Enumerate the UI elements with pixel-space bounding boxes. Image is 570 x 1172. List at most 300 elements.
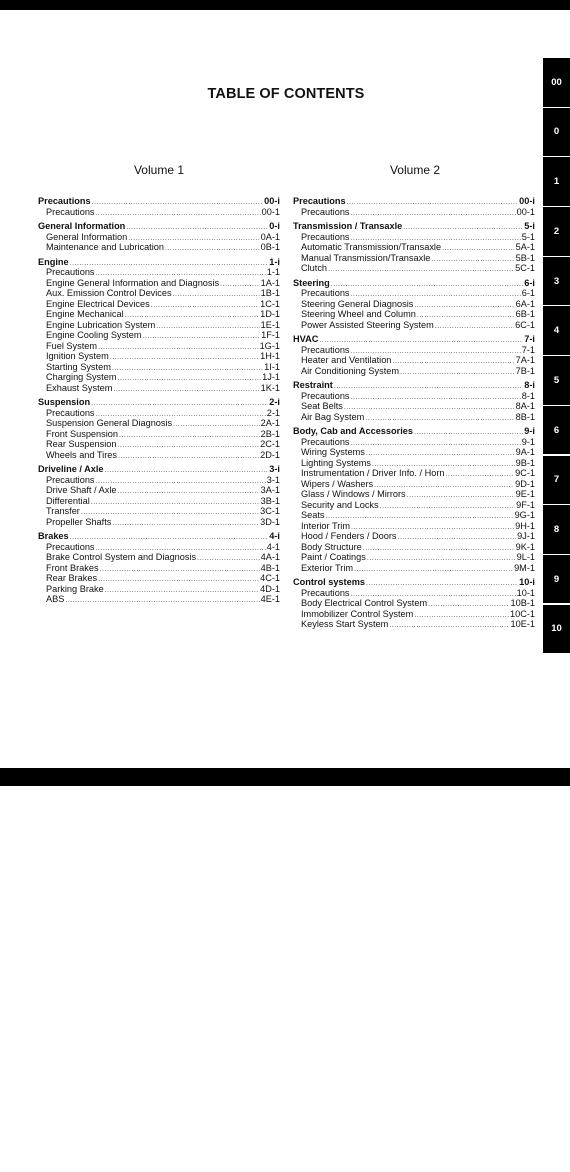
toc-entry-label: Paint / Coatings	[301, 552, 366, 562]
toc-section-heading-page-number: 1-i	[269, 256, 280, 267]
dot-leader	[91, 399, 268, 410]
toc-entry-label: Manual Transmission/Transaxle	[301, 252, 431, 263]
dot-leader	[197, 554, 259, 565]
toc-entry-label: Wiring Systems	[301, 447, 365, 457]
toc-entry[interactable]	[293, 479, 535, 490]
toc-section-heading[interactable]	[38, 397, 280, 408]
dot-leader	[365, 414, 514, 425]
toc-entry-page-number: 1F-1	[261, 330, 280, 340]
dot-leader	[117, 441, 259, 452]
toc-entry-label: Precautions	[301, 436, 350, 447]
toc-section-heading[interactable]	[293, 426, 535, 437]
section-tab-1[interactable]: 1	[543, 157, 570, 206]
toc-section	[293, 196, 535, 217]
toc-entry-page-number: 9H-1	[515, 520, 535, 531]
toc-entry-label: General Information	[46, 231, 128, 242]
toc-entry-page-number: 5A-1	[515, 242, 535, 252]
volume-1-heading: Volume 1	[133, 163, 185, 177]
toc-entry[interactable]	[293, 412, 535, 423]
toc-entry[interactable]	[293, 588, 535, 599]
toc-entry-label: Air Conditioning System	[301, 365, 400, 376]
section-tabs	[543, 58, 570, 654]
section-tab-3[interactable]: 3	[543, 257, 570, 306]
toc-entry-page-number: 00-1	[261, 206, 280, 217]
toc-entry-page-number: 1C-1	[260, 298, 280, 309]
dot-leader	[91, 498, 260, 509]
toc-entry[interactable]	[38, 232, 280, 243]
section-tab-9[interactable]: 9	[543, 555, 570, 604]
dot-leader	[328, 265, 514, 276]
dot-leader	[105, 466, 269, 477]
toc-entry-page-number: 8A-1	[515, 401, 535, 411]
toc-entry[interactable]	[293, 542, 535, 553]
toc-section-heading-page-number: 10-i	[519, 577, 535, 587]
toc-entry-label: Heater and Ventilation	[301, 355, 392, 365]
toc-entry-label: Precautions	[301, 288, 350, 298]
toc-entry-label: Engine Mechanical	[46, 309, 124, 319]
toc-entry[interactable]	[293, 510, 535, 521]
toc-section-heading-label: Suspension	[38, 397, 91, 407]
toc-section-heading[interactable]	[38, 257, 280, 268]
toc-section	[38, 531, 280, 605]
toc-entry[interactable]	[293, 207, 535, 218]
toc-entry-page-number: 9A-1	[515, 447, 535, 457]
toc-entry[interactable]	[38, 267, 280, 278]
dot-leader	[173, 290, 260, 301]
toc-entry-page-number: 1B-1	[260, 288, 280, 298]
toc-entry[interactable]	[293, 552, 535, 563]
toc-entry-label: Automatic Transmission/Transaxle	[301, 242, 442, 252]
toc-section-heading[interactable]	[293, 196, 535, 207]
toc-entry-label: Seat Belts	[301, 401, 343, 411]
toc-entry[interactable]	[38, 485, 280, 496]
toc-entry[interactable]	[38, 408, 280, 419]
toc-entry[interactable]	[293, 521, 535, 532]
toc-entry[interactable]	[38, 573, 280, 584]
dot-leader	[331, 280, 524, 291]
dot-leader	[380, 502, 515, 513]
toc-section	[293, 426, 535, 573]
toc-entry[interactable]	[38, 542, 280, 553]
toc-section-heading[interactable]	[38, 531, 280, 542]
dot-leader	[126, 223, 268, 234]
toc-entry-label: Suspension General Diagnosis	[46, 418, 173, 428]
toc-entry[interactable]	[293, 489, 535, 500]
toc-entry-page-number: 9D-1	[515, 478, 535, 489]
toc-entry[interactable]	[293, 232, 535, 243]
toc-section-heading-label: General Information	[38, 221, 126, 231]
toc-entry[interactable]	[38, 372, 280, 383]
section-tab-5[interactable]: 5	[543, 356, 570, 405]
toc-section-heading[interactable]	[293, 380, 535, 391]
toc-section	[38, 464, 280, 527]
dot-leader	[117, 487, 259, 498]
toc-entry[interactable]	[38, 207, 280, 218]
dot-leader	[414, 301, 514, 312]
toc-section-heading-label: Precautions	[38, 196, 91, 206]
toc-entry-page-number: 10C-1	[509, 608, 535, 619]
toc-section	[293, 278, 535, 331]
toc-entry[interactable]	[38, 288, 280, 299]
toc-entry-page-number: 7A-1	[515, 355, 535, 365]
dot-leader	[435, 322, 514, 333]
toc-entry-label: Interior Trim	[301, 520, 351, 531]
toc-section-heading[interactable]	[293, 221, 535, 232]
toc-entry[interactable]	[38, 563, 280, 574]
toc-entry-label: Differential	[46, 495, 90, 506]
toc-entry-page-number: 2A-1	[260, 418, 280, 428]
toc-entry-page-number: 1J-1	[262, 372, 280, 382]
toc-entry-page-number: 8B-1	[515, 411, 535, 422]
toc-entry[interactable]	[38, 330, 280, 341]
dot-leader	[105, 586, 259, 597]
toc-entry[interactable]	[293, 288, 535, 299]
toc-entry-label: Glass / Windows / Mirrors	[301, 489, 406, 499]
dot-leader	[414, 611, 509, 622]
toc-section	[38, 221, 280, 253]
dot-leader	[398, 533, 517, 544]
toc-entry[interactable]	[38, 429, 280, 440]
toc-section-heading-page-number: 6-i	[524, 277, 535, 288]
dot-leader	[363, 544, 515, 555]
toc-entry-page-number: 9F-1	[516, 499, 535, 510]
toc-entry[interactable]	[293, 437, 535, 448]
dot-leader	[351, 393, 521, 404]
section-tab-2[interactable]: 2	[543, 207, 570, 256]
toc-section-heading-page-number: 9-i	[524, 426, 535, 436]
bottom-bar	[0, 768, 570, 786]
dot-leader	[92, 198, 264, 209]
toc-entry-label: Front Brakes	[46, 562, 99, 573]
toc-entry[interactable]	[293, 500, 535, 511]
dot-leader	[113, 385, 259, 396]
toc-entry-page-number: 1H-1	[260, 351, 280, 361]
toc-entry[interactable]	[293, 309, 535, 320]
toc-entry[interactable]	[293, 299, 535, 310]
section-tab-4[interactable]: 4	[543, 306, 570, 355]
toc-entry-page-number: 6C-1	[515, 319, 535, 330]
toc-entry-page-number: 4A-1	[260, 552, 280, 562]
toc-entry[interactable]	[38, 496, 280, 507]
toc-section-heading-label: Control systems	[293, 577, 365, 587]
toc-section	[293, 577, 535, 630]
toc-entry[interactable]	[38, 299, 280, 310]
dot-leader	[65, 596, 259, 607]
top-bar	[0, 0, 570, 10]
toc-entry[interactable]	[38, 552, 280, 563]
toc-entry[interactable]	[38, 475, 280, 486]
toc-entry-page-number: 9C-1	[515, 468, 535, 478]
toc-entry-label: Body Structure	[301, 541, 362, 552]
toc-entry[interactable]	[293, 531, 535, 542]
toc-section-heading-label: Brakes	[38, 531, 69, 541]
toc-entry[interactable]	[38, 242, 280, 253]
toc-entry[interactable]	[38, 506, 280, 517]
toc-section-heading[interactable]	[293, 278, 535, 289]
toc-entry[interactable]	[293, 345, 535, 356]
dot-leader	[351, 439, 521, 450]
dot-leader	[347, 198, 519, 209]
toc-entry[interactable]	[293, 242, 535, 253]
dot-leader	[367, 554, 516, 565]
dot-leader	[431, 255, 514, 266]
toc-entry-label: Security and Locks	[301, 499, 379, 510]
toc-entry[interactable]	[293, 366, 535, 377]
toc-entry-page-number: 9E-1	[515, 489, 535, 499]
toc-entry[interactable]	[38, 341, 280, 352]
toc-entry-label: Clutch	[301, 263, 328, 273]
dot-leader	[351, 209, 516, 220]
toc-entry-page-number: 9G-1	[514, 510, 535, 520]
toc-entry-page-number: 00-1	[516, 206, 535, 217]
toc-section-heading-label: Engine	[38, 256, 69, 267]
toc-entry-label: Seats	[301, 510, 325, 520]
toc-section-heading-page-number: 7-i	[524, 334, 535, 344]
toc-section-heading-page-number: 0-i	[269, 221, 280, 231]
toc-entry-page-number: 10E-1	[510, 619, 535, 629]
toc-entry-page-number: 4D-1	[260, 583, 280, 594]
toc-entry[interactable]	[293, 355, 535, 366]
dot-leader	[407, 491, 515, 502]
toc-entry-label: Wipers / Washers	[301, 478, 374, 489]
toc-section-heading[interactable]	[38, 196, 280, 207]
toc-entry-page-number: 9M-1	[514, 562, 535, 573]
toc-entry[interactable]	[38, 584, 280, 595]
dot-leader	[96, 209, 261, 220]
toc-entry-page-number: 0A-1	[260, 231, 280, 242]
toc-entry-page-number: 6B-1	[515, 309, 535, 319]
toc-entry-label: Starting System	[46, 361, 111, 372]
toc-entry-label: Parking Brake	[46, 583, 104, 594]
toc-entry[interactable]	[293, 253, 535, 264]
dot-leader	[110, 353, 259, 364]
toc-entry-page-number: 3A-1	[260, 485, 280, 495]
toc-entry[interactable]	[38, 320, 280, 331]
dot-leader	[70, 259, 269, 270]
toc-entry[interactable]	[293, 401, 535, 412]
toc-section-heading[interactable]	[38, 464, 280, 475]
toc-entry-label: Front Suspension	[46, 428, 119, 439]
toc-entry-page-number: 4-1	[266, 541, 280, 552]
toc-entry-page-number: 10-1	[516, 587, 535, 598]
dot-leader	[119, 431, 260, 442]
toc-column-volume-2	[293, 196, 535, 634]
dot-leader	[70, 533, 269, 544]
dot-leader	[428, 600, 509, 611]
dot-leader	[112, 519, 259, 530]
section-tab-0[interactable]: 0	[543, 108, 570, 157]
section-tab-00[interactable]: 00	[543, 58, 570, 107]
toc-entry[interactable]	[293, 447, 535, 458]
dot-leader	[442, 244, 515, 255]
toc-entry-page-number: 4B-1	[260, 562, 280, 573]
toc-entry[interactable]	[293, 468, 535, 479]
toc-entry-label: Keyless Start System	[301, 619, 389, 629]
toc-entry-page-number: 5-1	[521, 231, 535, 242]
toc-entry-page-number: 1-1	[266, 267, 280, 277]
toc-entry-label: Air Bag System	[301, 411, 365, 422]
dot-leader	[151, 301, 259, 312]
toc-section-heading-page-number: 4-i	[269, 531, 280, 541]
section-tab-7[interactable]: 7	[543, 456, 570, 505]
toc-entry-label: Aux. Emission Control Devices	[46, 288, 172, 298]
toc-section-heading-label: Restraint	[293, 380, 333, 390]
dot-leader	[400, 368, 515, 379]
toc-entry-page-number: 6A-1	[515, 298, 535, 309]
toc-entry-label: Body Electrical Control System	[301, 598, 428, 608]
toc-section	[38, 257, 280, 394]
toc-entry-page-number: 9L-1	[516, 552, 535, 562]
dot-leader	[96, 477, 266, 488]
dot-leader	[392, 357, 514, 368]
section-tab-10[interactable]: 10	[543, 605, 570, 654]
toc-section-heading-page-number: 5-i	[524, 221, 535, 231]
toc-entry-page-number: 2C-1	[260, 439, 280, 449]
dot-leader	[100, 565, 260, 576]
dot-leader	[344, 403, 515, 414]
toc-section-heading[interactable]	[293, 577, 535, 588]
toc-entry-label: Transfer	[46, 506, 80, 516]
toc-entry-page-number: 9B-1	[515, 457, 535, 468]
toc-section-heading-page-number: 2-i	[269, 397, 280, 407]
dot-leader	[389, 621, 509, 632]
toc-entry-label: Fuel System	[46, 340, 98, 351]
toc-entry-page-number: 1K-1	[260, 382, 280, 393]
dot-leader	[366, 579, 518, 590]
toc-entry-label: Immobilizer Control System	[301, 608, 414, 619]
toc-entry-page-number: 10B-1	[510, 598, 535, 608]
toc-section-heading-label: Transmission / Transaxle	[293, 221, 403, 231]
toc-section-heading[interactable]	[293, 334, 535, 345]
toc-entry[interactable]	[38, 517, 280, 528]
section-tab-8[interactable]: 8	[543, 505, 570, 554]
toc-section-heading-label: Steering	[293, 277, 330, 288]
toc-entry-page-number: 9J-1	[517, 531, 535, 541]
dot-leader	[366, 449, 515, 460]
toc-entry[interactable]	[38, 383, 280, 394]
toc-entry-page-number: 0B-1	[260, 242, 280, 252]
toc-section	[293, 221, 535, 274]
dot-leader	[354, 565, 513, 576]
toc-entry-page-number: 9-1	[521, 436, 535, 447]
toc-entry-label: Steering General Diagnosis	[301, 298, 414, 309]
toc-entry-page-number: 1I-1	[264, 361, 280, 372]
toc-entry-label: Ignition System	[46, 351, 109, 361]
toc-entry-page-number: 4C-1	[260, 573, 280, 583]
toc-column-volume-1	[38, 196, 280, 609]
toc-entry[interactable]	[38, 309, 280, 320]
toc-entry-page-number: 5C-1	[515, 263, 535, 273]
toc-entry-label: Precautions	[301, 231, 350, 242]
page-title: TABLE OF CONTENTS	[207, 86, 365, 102]
toc-entry[interactable]	[293, 391, 535, 402]
toc-entry-label: Precautions	[301, 344, 350, 355]
toc-entry[interactable]	[293, 598, 535, 609]
toc-entry-label: Precautions	[46, 541, 95, 552]
toc-entry[interactable]	[38, 351, 280, 362]
toc-entry-label: Instrumentation / Driver Info. / Horn	[301, 468, 445, 478]
toc-entry-label: Precautions	[301, 587, 350, 598]
toc-entry[interactable]	[293, 619, 535, 630]
toc-entry-label: Precautions	[301, 390, 350, 401]
toc-entry[interactable]	[38, 439, 280, 450]
toc-section-heading-label: Driveline / Axle	[38, 464, 104, 474]
toc-section	[293, 380, 535, 422]
toc-entry-label: Precautions	[301, 206, 350, 217]
toc-section-heading-page-number: 00-i	[264, 196, 280, 206]
toc-entry-page-number: 7-1	[521, 344, 535, 355]
toc-entry-label: Exhaust System	[46, 382, 113, 393]
toc-entry[interactable]	[38, 418, 280, 429]
dot-leader	[98, 575, 259, 586]
toc-entry-label: Exterior Trim	[301, 562, 354, 573]
dot-leader	[165, 244, 260, 255]
toc-entry-label: Rear Brakes	[46, 573, 98, 583]
toc-entry[interactable]	[293, 563, 535, 574]
toc-entry[interactable]	[293, 458, 535, 469]
dot-leader	[414, 428, 523, 439]
toc-entry-label: Precautions	[46, 267, 95, 277]
toc-entry-page-number: 3-1	[266, 474, 280, 485]
toc-section-heading[interactable]	[38, 221, 280, 232]
toc-entry-label: Engine Electrical Devices	[46, 298, 150, 309]
toc-entry-label: Engine Lubrication System	[46, 319, 156, 330]
toc-entry[interactable]	[293, 609, 535, 620]
section-tab-6[interactable]: 6	[543, 406, 570, 455]
toc-entry[interactable]	[38, 278, 280, 289]
toc-entry[interactable]	[293, 320, 535, 331]
toc-entry[interactable]	[293, 263, 535, 274]
toc-entry[interactable]	[38, 594, 280, 605]
toc-entry-label: Steering Wheel and Column	[301, 309, 416, 319]
toc-section	[293, 334, 535, 376]
dot-leader	[220, 280, 259, 291]
volume-2-heading: Volume 2	[389, 163, 441, 177]
toc-entry-page-number: 2-1	[266, 407, 280, 418]
toc-entry[interactable]	[38, 450, 280, 461]
toc-section-heading-label: HVAC	[293, 334, 319, 344]
toc-entry-page-number: 1A-1	[260, 277, 280, 288]
toc-section	[38, 196, 280, 217]
toc-entry-page-number: 4E-1	[260, 594, 280, 604]
toc-entry-label: Brake Control System and Diagnosis	[46, 552, 197, 562]
toc-entry-label: Precautions	[46, 407, 95, 418]
toc-entry-label: Power Assisted Steering System	[301, 319, 434, 330]
toc-entry-label: Engine General Information and Diagnosis	[46, 277, 220, 288]
toc-entry-label: Drive Shaft / Axle	[46, 485, 117, 495]
toc-section-heading-label: Precautions	[293, 196, 346, 206]
toc-entry-label: Wheels and Tires	[46, 449, 117, 460]
dot-leader	[118, 452, 259, 463]
dot-leader	[143, 332, 261, 343]
toc-entry-label: Lighting Systems	[301, 457, 371, 468]
dot-leader	[98, 343, 259, 354]
toc-entry-label: Precautions	[46, 474, 95, 485]
toc-entry-page-number: 7B-1	[515, 365, 535, 376]
toc-entry-page-number: 1D-1	[260, 309, 280, 319]
toc-section-heading-page-number: 3-i	[269, 464, 280, 474]
toc-entry-label: Rear Suspension	[46, 439, 117, 449]
dot-leader	[445, 470, 514, 481]
toc-entry-page-number: 2D-1	[260, 449, 280, 460]
dot-leader	[117, 374, 261, 385]
toc-entry[interactable]	[38, 362, 280, 373]
toc-entry-label: Precautions	[46, 206, 95, 217]
dot-leader	[156, 322, 259, 333]
dot-leader	[112, 364, 263, 375]
toc-entry-page-number: 2B-1	[260, 428, 280, 439]
toc-entry-page-number: 5B-1	[515, 252, 535, 263]
